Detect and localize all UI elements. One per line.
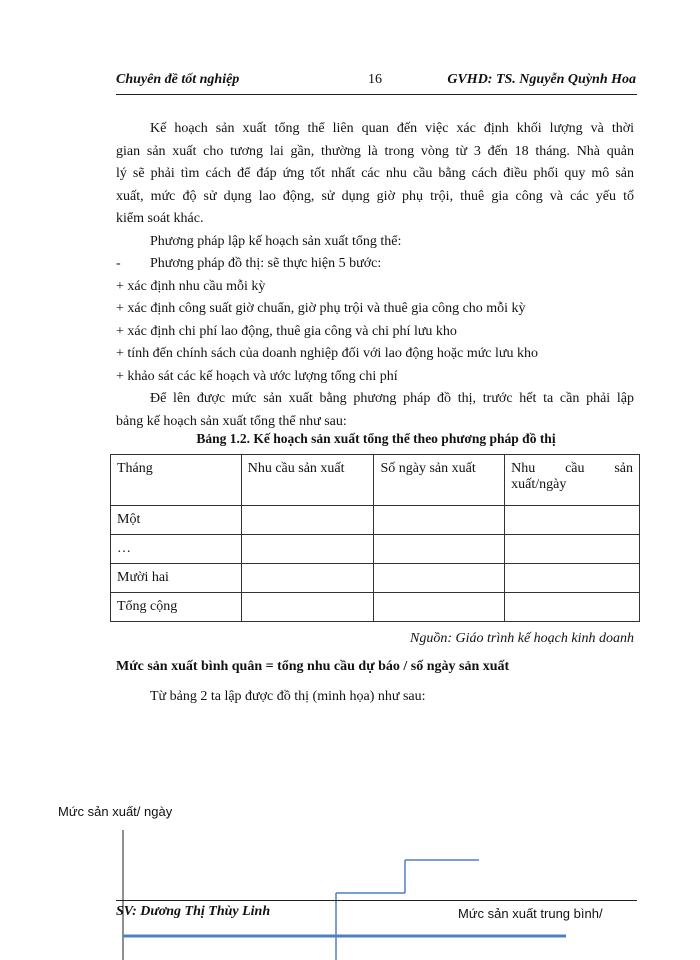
page-header [116,72,636,94]
method-title: Phương pháp lập kế hoạch sản xuất tổng thể: [150,233,402,249]
row-label: Mười hai [111,564,242,593]
row-label: Tổng cộng [111,593,242,622]
table-row [111,593,640,622]
dash-marker: - [116,256,121,271]
formula: Mức sản xuất bình quân = tổng nhu cầu dự báo / số ngày sản xuất [116,659,510,674]
table-cell [241,506,374,535]
header-word: xuất/ngày [511,477,567,492]
table-cell [505,564,640,593]
header-word: cầu [565,461,585,476]
table-cell [505,506,640,535]
table-row [111,564,640,593]
table-cell [374,564,505,593]
graph-method-item [116,253,634,276]
page-number: 16 [368,72,382,87]
footer-rule [116,900,637,901]
header-cell: Nhu cầu sản xuất [241,455,374,506]
production-plan-table [110,454,640,622]
table-cell [374,593,505,622]
step-item: + khảo sát các kế hoạch và ước lượng tổng chi phí [116,368,398,384]
table-source: Nguồn: Giáo trình kế hoạch kinh doanh [410,631,634,646]
table-cell [241,593,374,622]
body-text [116,118,634,433]
header-cell: Số ngày sản xuất [374,455,505,506]
header-title: Chuyên đề tốt nghiệp [116,72,240,87]
graph-average-label: Mức sản xuất trung bình/ [458,906,603,921]
table-cell [241,564,374,593]
paragraph-line: kiểm soát khác. [116,211,204,226]
paragraph-line: bảng kế hoạch sản xuất tổng thể như sau: [116,413,347,429]
graph-method-text: Phương pháp đồ thị: sẽ thực hiện 5 bước: [150,256,382,271]
table-caption: Bảng 1.2. Kế hoạch sản xuất tổng thể theo phương pháp đồ thị [196,431,556,446]
table-header-row [111,455,640,506]
table-cell [241,535,374,564]
paragraph-line: Kế hoạch sản xuất tổng thể liên quan đến việc xác định khối lượng và thời [150,121,634,136]
step-item: + tính đến chính sách của doanh nghiệp đối với lao động hoặc mức lưu kho [116,346,538,361]
table-cell [505,593,640,622]
paragraph-line: gian sản xuất cho tương lai gần, thường là trong vòng từ 3 đến 18 tháng. Nhà quản [116,143,634,159]
table-cell [505,535,640,564]
table-row [111,506,640,535]
table-cell [374,535,505,564]
table-cell [374,506,505,535]
row-label: … [111,535,242,564]
footer-student: SV: Dương Thị Thùy Linh [116,904,271,919]
graph-y-label: Mức sản xuất/ ngày [58,804,173,819]
header-word: Nhu [511,461,536,476]
header-word: sản [614,461,633,476]
graph-sketch [0,820,700,960]
header-cell [505,455,640,506]
paragraph-line: Để lên được mức sản xuất bằng phương pháp đồ thị, trước hết ta cần phải lập [150,391,634,406]
header-cell: Tháng [111,455,242,506]
graph-lead: Từ bảng 2 ta lập được đồ thị (minh họa) như sau: [150,689,426,704]
header-advisor: GVHD: TS. Nguyễn Quỳnh Hoa [447,72,636,87]
paragraph-line: xuất, mức độ sử dụng lao động, sử dụng giờ phụ trội, thuê gia công và các yếu tố [116,188,634,204]
header-rule [116,94,637,95]
table-row [111,535,640,564]
paragraph-line: lý sẽ phải tìm cách để đáp ứng tốt nhất các nhu cầu bằng cách điều phối quy mô sản [116,166,634,181]
row-label: Một [111,506,242,535]
step-item: + xác định công suất giờ chuẩn, giờ phụ trội và thuê gia công cho mỗi kỳ [116,301,526,316]
step-item: + xác định chi phí lao động, thuê gia công và chi phí lưu kho [116,323,457,339]
step-item: + xác định nhu cầu mỗi kỳ [116,278,266,294]
